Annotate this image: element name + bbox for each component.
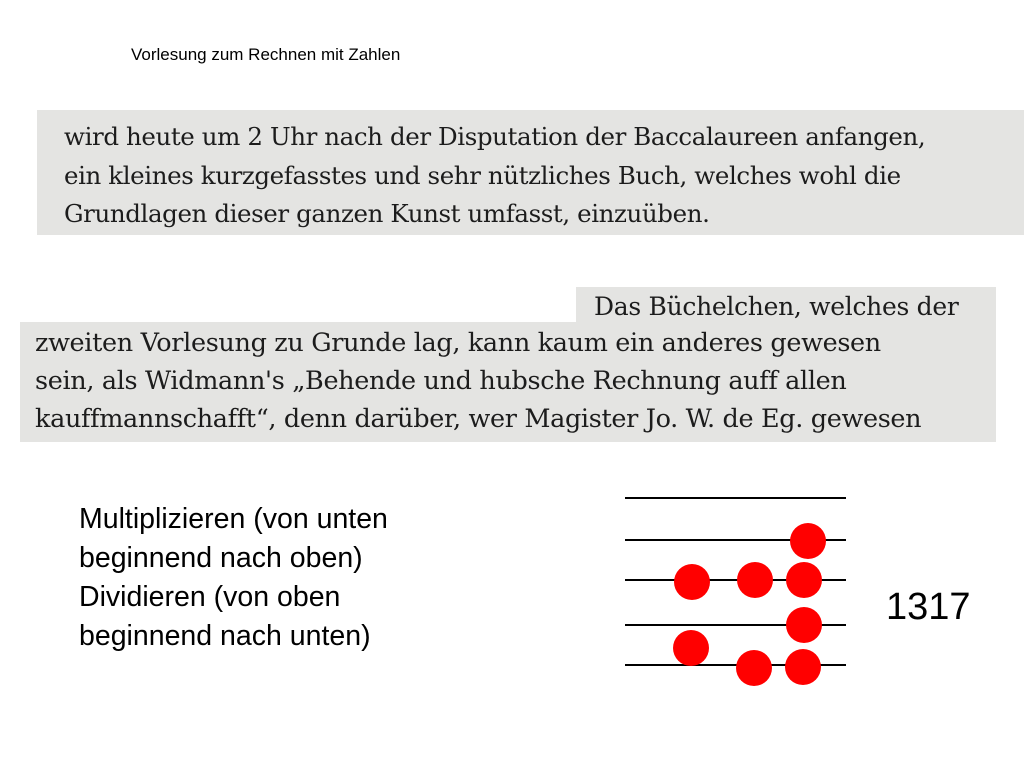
abacus-bead — [785, 649, 821, 685]
scan-1-line-1: wird heute um 2 Uhr nach der Disputation der Baccalaureen anfangen, — [64, 122, 926, 151]
abacus-beads — [673, 523, 826, 686]
abacus-bead — [674, 564, 710, 600]
description-line-4: beginnend nach unten) — [79, 620, 371, 652]
description-line-3: Dividieren (von oben — [79, 581, 341, 613]
abacus-value: 1317 — [886, 586, 971, 628]
slide-title: Vorlesung zum Rechnen mit Zahlen — [131, 45, 401, 64]
scan-2-line-3: kauffmannschafft“, denn darüber, wer Magister Jo. W. de Eg. gewesen — [35, 404, 922, 434]
abacus-bead — [790, 523, 826, 559]
scan-2-first-line: Das Büchelchen, welches der — [594, 292, 959, 321]
scan-1-line-3: Grundlagen dieser ganzen Kunst umfasst, einzuüben. — [64, 199, 710, 228]
scan-2-line-1: zweiten Vorlesung zu Grunde lag, kann kaum ein anderes gewesen — [35, 328, 881, 358]
abacus-bead — [786, 562, 822, 598]
abacus-bead — [736, 650, 772, 686]
abacus-bead — [673, 630, 709, 666]
scan-2-line-2: sein, als Widmann's „Behende und hubsche Rechnung auff allen — [35, 366, 847, 396]
scan-1-line-2: ein kleines kurzgefasstes und sehr nützliches Buch, welches wohl die — [64, 161, 901, 190]
description-line-1: Multiplizieren (von unten — [79, 503, 388, 535]
description-line-2: beginnend nach oben) — [79, 542, 363, 574]
abacus-bead — [786, 607, 822, 643]
abacus-bead — [737, 562, 773, 598]
